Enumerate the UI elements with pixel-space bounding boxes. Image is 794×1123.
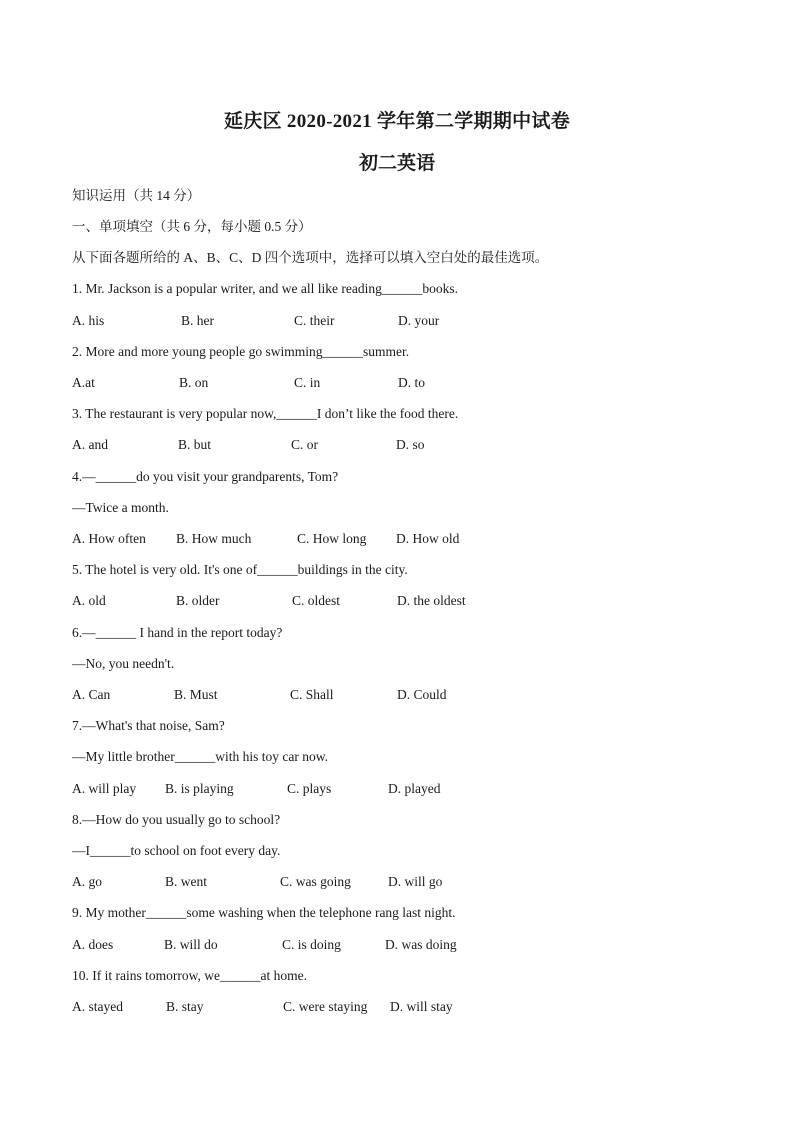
option-d: D. the oldest bbox=[397, 593, 466, 608]
option-d: D. will stay bbox=[390, 999, 453, 1014]
option-c: C. their bbox=[294, 313, 335, 328]
option-b: B. her bbox=[181, 313, 214, 328]
option-b: B. is playing bbox=[165, 781, 234, 796]
dialogue-reply: —I______to school on foot every day. bbox=[72, 843, 281, 858]
option-b: B. will do bbox=[164, 937, 218, 952]
option-b: B. Must bbox=[174, 687, 218, 702]
option-b: B. How much bbox=[176, 531, 252, 546]
question-stem: 2. More and more young people go swimming______summer. bbox=[72, 344, 410, 359]
instruction-text: 从下面各题所给的 A、B、C、D 四个选项中，选择可以填入空白处的最佳选项。 bbox=[72, 250, 549, 265]
option-a: A. and bbox=[72, 437, 108, 452]
exam-title: 延庆区 2020-2021 学年第二学期期中试卷 bbox=[223, 111, 571, 132]
option-c: C. or bbox=[291, 437, 318, 452]
option-d: D. to bbox=[398, 375, 425, 390]
option-c: C. were staying bbox=[283, 999, 368, 1014]
option-d: D. was doing bbox=[385, 937, 457, 952]
option-a: A. will play bbox=[72, 781, 137, 796]
option-a: A. does bbox=[72, 937, 114, 952]
dialogue-reply: —My little brother______with his toy car now. bbox=[72, 749, 328, 764]
question-stem: 7.—What's that noise, Sam? bbox=[72, 718, 225, 733]
question-stem: 6.—______ I hand in the report today? bbox=[72, 625, 283, 640]
question-stem: 5. The hotel is very old. It's one of______buildings in the city. bbox=[72, 562, 408, 577]
option-c: C. was going bbox=[280, 874, 351, 889]
dialogue-reply: —No, you needn't. bbox=[72, 656, 175, 671]
question-stem: 4.—______do you visit your grandparents, Tom? bbox=[72, 469, 339, 484]
option-a: A. Can bbox=[72, 687, 111, 702]
question-stem: 8.—How do you usually go to school? bbox=[72, 812, 281, 827]
option-d: D. your bbox=[398, 313, 440, 328]
question-stem: 3. The restaurant is very popular now,______I don’t like the food there. bbox=[72, 406, 459, 421]
option-a: A. stayed bbox=[72, 999, 123, 1014]
option-d: D. played bbox=[388, 781, 441, 796]
option-d: D. so bbox=[396, 437, 425, 452]
option-d: D. will go bbox=[388, 874, 443, 889]
question-stem: 9. My mother______some washing when the telephone rang last night. bbox=[72, 905, 456, 920]
section-heading: 知识运用（共 14 分） bbox=[72, 188, 201, 203]
option-c: C. plays bbox=[287, 781, 332, 796]
option-b: B. older bbox=[176, 593, 220, 608]
option-c: C. Shall bbox=[290, 687, 334, 702]
part-heading: 一、单项填空（共 6 分，每小题 0.5 分） bbox=[72, 219, 312, 234]
option-c: C. is doing bbox=[282, 937, 341, 952]
option-a: A. old bbox=[72, 593, 106, 608]
option-d: D. Could bbox=[397, 687, 447, 702]
question-stem: 10. If it rains tomorrow, we______at home. bbox=[72, 968, 307, 983]
question-stem: 1. Mr. Jackson is a popular writer, and we all like reading______books. bbox=[72, 281, 459, 296]
option-a: A. his bbox=[72, 313, 105, 328]
option-b: B. on bbox=[179, 375, 209, 390]
option-b: B. stay bbox=[166, 999, 204, 1014]
option-b: B. went bbox=[165, 874, 207, 889]
option-c: C. in bbox=[294, 375, 321, 390]
exam-subtitle: 初二英语 bbox=[358, 153, 435, 174]
dialogue-reply: —Twice a month. bbox=[72, 500, 169, 515]
option-a: A.at bbox=[72, 375, 95, 390]
option-a: A. How often bbox=[72, 531, 146, 546]
option-d: D. How old bbox=[396, 531, 460, 546]
option-c: C. How long bbox=[297, 531, 367, 546]
option-b: B. but bbox=[178, 437, 212, 452]
option-a: A. go bbox=[72, 874, 102, 889]
option-c: C. oldest bbox=[292, 593, 341, 608]
